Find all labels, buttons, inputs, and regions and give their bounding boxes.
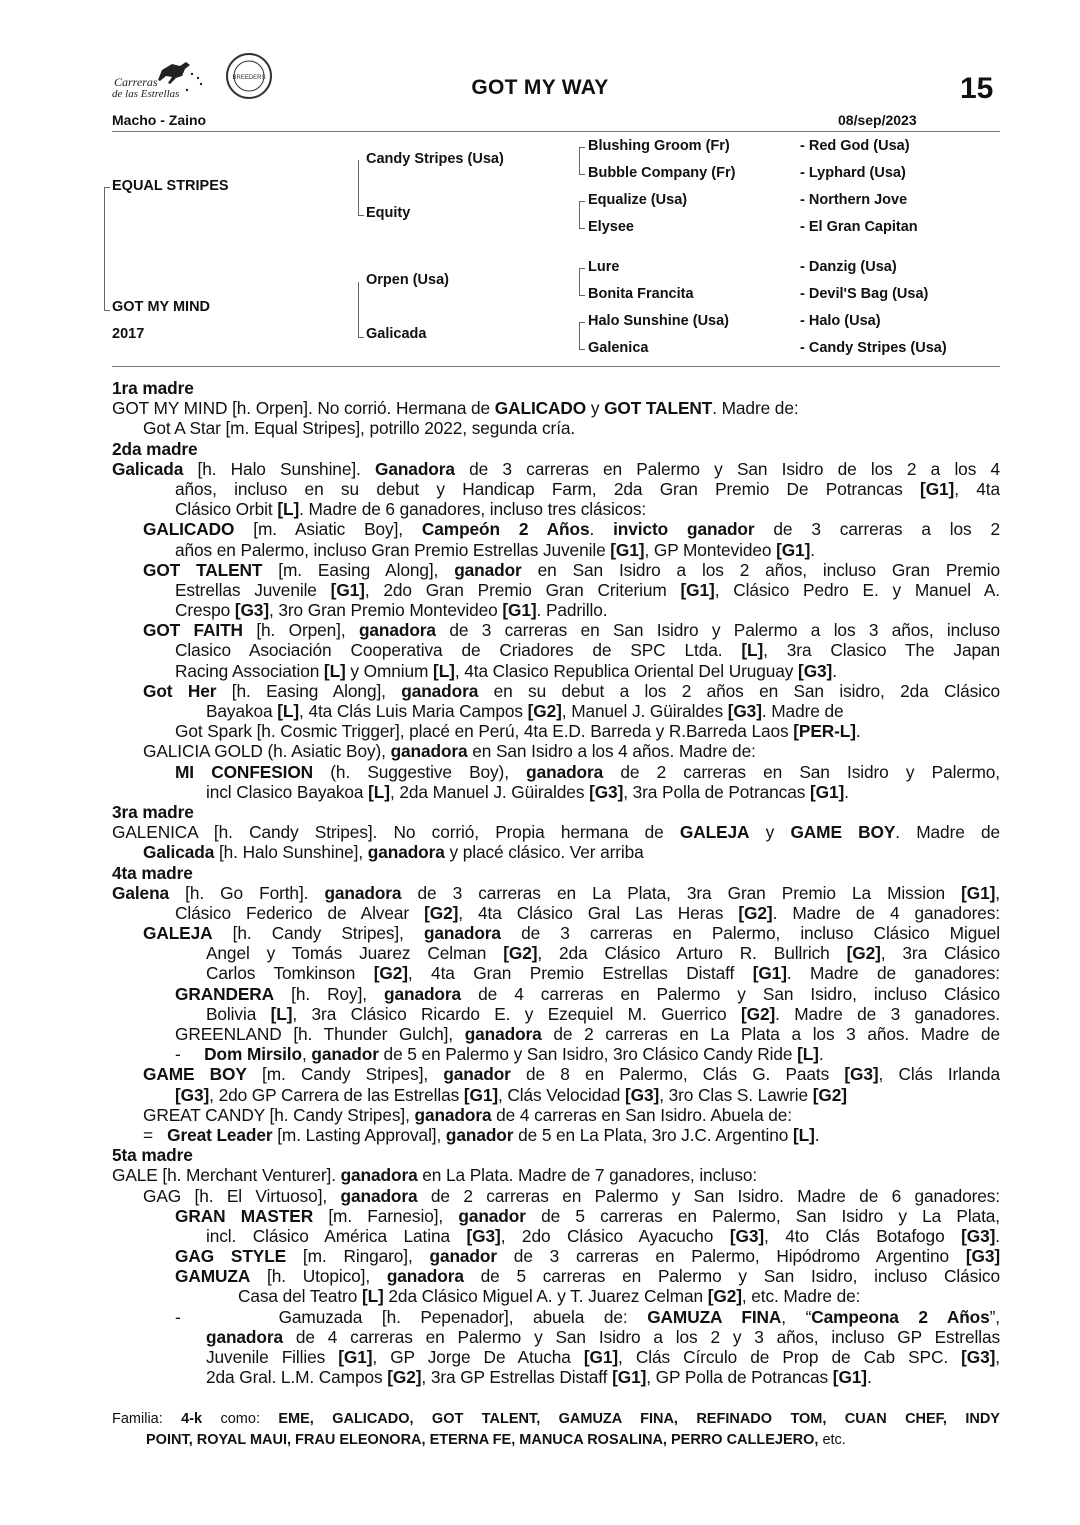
page-title: GOT MY WAY: [471, 76, 609, 99]
text-line: años, incluso en su debut y Handicap Farm, 2da Gran Premio De Potrancas [G1], 4ta: [175, 478, 1000, 499]
text-line: - Gamuzada [h. Pepenador], abuela de: GAMUZA FINA, “Campeona 2 Años”,: [175, 1306, 1000, 1327]
family-note: [112, 1409, 1000, 1451]
gen2-item: Candy Stripes (Usa): [366, 151, 504, 167]
text-line: ganadora de 4 carreras en Palermo y San Isidro a los 2 y 3 años, incluso GP Estrellas: [206, 1326, 1000, 1347]
sex-color: Macho - Zaino: [112, 112, 207, 128]
gen3-item: Elysee: [588, 219, 634, 235]
page-number: 15: [960, 72, 994, 105]
gen3-item: Equalize (Usa): [588, 192, 688, 208]
text-line: Estrellas Juvenile [G1], 2do Gran Premio Gran Criterium [G1], Clásico Pedro E. y Manuel A.: [175, 579, 1000, 600]
text-line: 2da Gral. L.M. Campos [G2], 3ra GP Estrellas Distaff [G1], GP Polla de Potrancas [G1].: [206, 1367, 872, 1388]
text-line: Bolivia [L], 3ra Clásico Ricardo E. y Ezequiel M. Guerrico [G2]. Madre de 3 ganadores.: [206, 1003, 1000, 1024]
section-heading: 2da madre: [112, 438, 198, 459]
header-divider: [112, 131, 1000, 132]
pedigree-divider: [112, 366, 1000, 367]
gen4-item: - El Gran Capitan: [800, 219, 918, 235]
section-heading: 4ta madre: [112, 862, 193, 883]
text-line: GALENICA [h. Candy Stripes]. No corrió, Propia hermana de GALEJA y GAME BOY. Madre de: [112, 822, 1000, 843]
text-line: GOT TALENT [m. Easing Along], ganador en San Isidro a los 2 años, incluso Gran Premio: [143, 559, 1000, 580]
text-line: GALICIA GOLD (h. Asiatic Boy), ganadora en San Isidro a los 4 años. Madre de:: [143, 741, 756, 762]
svg-text:BREEDERS: BREEDERS: [232, 75, 266, 81]
gen4-item: - Devil'S Bag (Usa): [800, 286, 929, 302]
section-heading: 3ra madre: [112, 801, 194, 822]
text-line: GRAN MASTER [m. Farnesio], ganador de 5 carreras en Palermo, San Isidro y La Plata,: [175, 1205, 1000, 1226]
text-line: GRANDERA [h. Roy], ganadora de 4 carreras en Palermo y San Isidro, incluso Clásico: [175, 983, 1000, 1004]
text-line: GAMUZA [h. Utopico], ganadora de 5 carreras en Palermo y San Isidro, incluso Clásico: [175, 1266, 1000, 1287]
catalog-date: 08/sep/2023: [838, 112, 917, 128]
text-line: = Great Leader [m. Lasting Approval], ganador de 5 en La Plata, 3ro J.C. Argentino [L].: [143, 1124, 820, 1145]
gen2-item: Galicada: [366, 326, 427, 342]
text-line: incl Clasico Bayakoa [L], 2da Manuel J. Güiraldes [G3], 3ra Polla de Potrancas [G1].: [206, 781, 849, 802]
text-line: - Dom Mirsilo, ganador de 5 en Palermo y San Isidro, 3ro Clásico Candy Ride [L].: [175, 1044, 824, 1065]
text-line: [G3], 2do GP Carrera de las Estrellas [G1], Clás Velocidad [G3], 3ro Clas S. Lawrie [G2]: [175, 1084, 847, 1105]
pedigree-bracket: [104, 187, 105, 310]
text-line: GOT FAITH [h. Orpen], ganadora de 3 carreras en San Isidro y Palermo a los 3 años, incluso: [143, 620, 1000, 641]
gen4-item: - Red God (Usa): [800, 138, 910, 154]
text-line: Casa del Teatro [L] 2da Clásico Miguel A. y T. Juarez Celman [G2], etc. Madre de:: [238, 1286, 861, 1307]
text-line: GREAT CANDY [h. Candy Stripes], ganadora de 4 carreras en San Isidro. Abuela de:: [143, 1104, 793, 1125]
text-line: Got A Star [m. Equal Stripes], potrillo 2022, segunda cría.: [143, 418, 576, 439]
text-line: GREENLAND [h. Thunder Gulch], ganadora de 2 carreras en La Plata a los 3 años. Madre de: [175, 1024, 1000, 1044]
text-line: incl. Clásico América Latina [G3], 2do Clásico Ayacucho [G3], 4to Clás Botafogo [G3].: [206, 1225, 1000, 1246]
svg-text:Carreras: Carreras: [114, 75, 158, 89]
gen3-item: Galenica: [588, 340, 649, 356]
section-heading: 5ta madre: [112, 1145, 193, 1166]
text-line: Got Her [h. Easing Along], ganadora en su debut a los 2 años en San isidro, 2da Clásico: [143, 680, 1000, 701]
text-line: Bayakoa [L], 4ta Clás Luis Maria Campos [G2], Manuel J. Güiraldes [G3]. Madre de: [206, 701, 844, 721]
text-line: Clásico Orbit [L]. Madre de 6 ganadores, incluso tres clásicos:: [175, 499, 647, 520]
gen3-item: Lure: [588, 259, 620, 275]
family-line: Familia: 4-k como: EME, GALICADO, GOT TALENT, GAMUZA FINA, REFINADO TOM, CUAN CHEF, INDY: [112, 1411, 1000, 1427]
text-line: Juvenile Fillies [G1], GP Jorge De Atucha [G1], Clás Círculo de Prop de Cab SPC. [G3],: [206, 1347, 1000, 1367]
gen4-item: - Halo (Usa): [800, 313, 881, 329]
text-line: Crespo [G3], 3ro Gran Premio Montevideo [G1]. Padrillo.: [175, 600, 608, 621]
gen2-item: Equity: [366, 205, 411, 221]
text-line: GAG [h. El Virtuoso], ganadora de 2 carreras en Palermo y San Isidro. Madre de 6 ganadores:: [143, 1185, 1000, 1206]
text-line: Got Spark [h. Cosmic Trigger], placé en Perú, 4ta E.D. Barreda y R.Barreda Laos [PER-L].: [175, 721, 861, 742]
gen3-item: Bonita Francita: [588, 286, 694, 302]
text-line: Racing Association [L] y Omnium [L], 4ta Clasico Republica Oriental Del Uruguay [G3].: [175, 660, 837, 681]
gen4-item: - Candy Stripes (Usa): [800, 340, 947, 356]
text-line: GAG STYLE [m. Ringaro], ganador de 3 carreras en Palermo, Hipódromo Argentino [G3]: [175, 1246, 1000, 1267]
text-line: Galicada [h. Halo Sunshine], ganadora y placé clásico. Ver arriba: [143, 842, 644, 863]
gen3-item: Halo Sunshine (Usa): [588, 313, 729, 329]
sire-name: EQUAL STRIPES: [112, 178, 229, 194]
text-line: GALE [h. Merchant Venturer]. ganadora en La Plata. Madre de 7 ganadores, incluso:: [112, 1165, 758, 1186]
text-line: Galicada [h. Halo Sunshine]. Ganadora de 3 carreras en Palermo y San Isidro de los 2 a los 4: [112, 458, 1000, 479]
family-line: POINT, ROYAL MAUI, FRAU ELEONORA, ETERNA FE, MANUCA ROSALINA, PERRO CALLEJERO, etc.: [146, 1432, 846, 1448]
gen3-item: Blushing Groom (Fr): [588, 138, 730, 154]
gen2-item: Orpen (Usa): [366, 272, 449, 288]
text-line: años en Palermo, incluso Gran Premio Estrellas Juvenile [G1], GP Montevideo [G1].: [175, 539, 815, 560]
dam-name: GOT MY MIND: [112, 299, 211, 315]
text-line: GOT MY MIND [h. Orpen]. No corrió. Hermana de GALICADO y GOT TALENT. Madre de:: [112, 398, 799, 419]
section-heading: 1ra madre: [112, 378, 194, 398]
text-line: GALICADO [m. Asiatic Boy], Campeón 2 Años. invicto ganador de 3 carreras a los 2: [143, 519, 1000, 540]
text-line: GALEJA [h. Candy Stripes], ganadora de 3 carreras en Palermo, incluso Clásico Miguel: [143, 923, 1000, 944]
text-line: Angel y Tomás Juarez Celman [G2], 2da Clásico Arturo R. Bullrich [G2], 3ra Clásico: [206, 943, 1000, 964]
text-line: GAME BOY [m. Candy Stripes], ganador de 8 en Palermo, Clás G. Paats [G3], Clás Irlanda: [143, 1064, 1000, 1085]
text-line: Clasico Asociación Cooperativa de Criadores de SPC Ltda. [L], 3ra Clasico The Japan: [175, 640, 1000, 661]
text-line: Clásico Federico de Alvear [G2], 4ta Clásico Gral Las Heras [G2]. Madre de 4 ganadores:: [175, 902, 1000, 923]
gen3-item: Bubble Company (Fr): [588, 165, 736, 181]
dam-year: 2017: [112, 326, 145, 342]
text-line: MI CONFESION (h. Suggestive Boy), ganadora de 2 carreras en San Isidro y Palermo,: [175, 761, 1000, 782]
text-line: Galena [h. Go Forth]. ganadora de 3 carreras en La Plata, 3ra Gran Premio La Mission [G1],: [112, 882, 1000, 903]
svg-text:de las Estrellas: de las Estrellas: [112, 88, 180, 100]
gen4-item: - Northern Jove: [800, 192, 908, 208]
gen4-item: - Lyphard (Usa): [800, 165, 906, 181]
gen4-item: - Danzig (Usa): [800, 259, 897, 275]
female-family-notes: [112, 378, 1000, 1387]
text-line: Carlos Tomkinson [G2], 4ta Gran Premio Estrellas Distaff [G1]. Madre de ganadores:: [206, 963, 1000, 984]
